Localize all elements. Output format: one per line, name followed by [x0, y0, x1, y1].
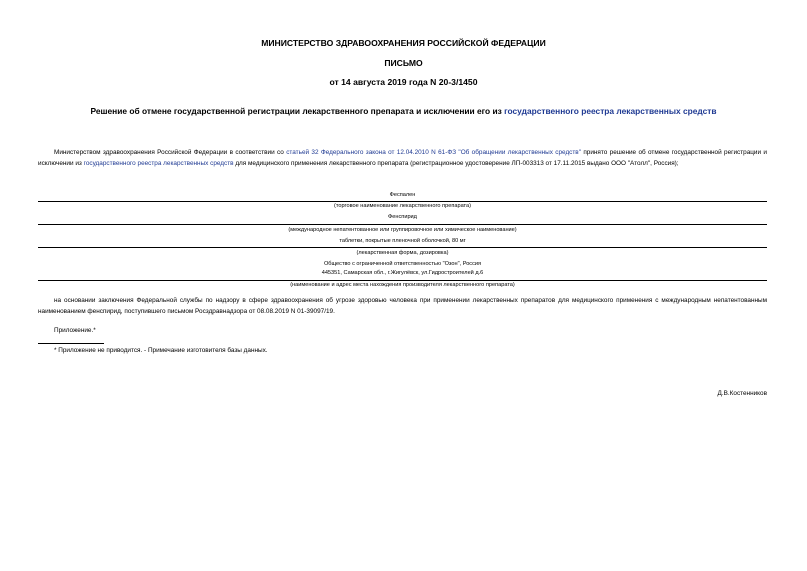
title-registry-link[interactable]: государственного реестра лекарственных средств	[504, 106, 717, 116]
intro-paragraph	[38, 147, 767, 169]
manufacturer-line-2: 445351, Самарская обл., г.Жигулёвск, ул.Гидростроителей д.6	[321, 270, 484, 276]
title-text: Решение об отмене государственной регистрации лекарственного препарата и исключении его из	[90, 106, 505, 116]
doc-type-heading: ПИСЬМО	[384, 58, 423, 68]
intro-text-1: Министерством здравоохранения Российской Федерации в соответствии со	[54, 149, 287, 156]
dosage-form-value: таблетки, покрытые пленочной оболочкой, 80 мг	[339, 238, 466, 244]
trade-name-caption: (торговое наименование лекарственного препарата)	[333, 203, 472, 209]
footnote-divider	[38, 343, 104, 344]
intro-text-2: принято решение об отмене государственной регистрации и исключении из	[38, 149, 767, 167]
trade-name-value: Феспален	[389, 192, 416, 198]
appendix-note: Приложение.*	[54, 327, 96, 334]
inn-caption: (международное непатентованное или группировочное или химическое наименование)	[288, 227, 517, 233]
inn-value: Фенспирид	[388, 214, 417, 220]
dosage-form-caption: (лекарственная форма, дозировка)	[356, 250, 449, 256]
date-number-heading: от 14 августа 2019 года N 20-3/1450	[329, 77, 478, 87]
intro-text-3: для медицинского применения лекарственного препарата (регистрационное удостоверение ЛП-003313 от 17.11.2015 выдано ООО "Атолл", Россия);	[233, 160, 679, 167]
ministry-heading: МИНИСТЕРСТВО ЗДРАВООХРАНЕНИЯ РОССИЙСКОЙ ФЕДЕРАЦИИ	[261, 38, 546, 48]
manufacturer-caption: (наименование и адрес места нахождения производителя лекарственного препарата)	[290, 282, 515, 288]
drug-details-table	[38, 191, 767, 290]
law-article-link[interactable]: статьей 32 Федерального закона от 12.04.2010 N 61-ФЗ "Об обращении лекарственных средств"	[286, 149, 581, 156]
divider	[38, 247, 767, 248]
signature: Д.В.Костенников	[717, 390, 767, 397]
footnote-text: * Приложение не приводится. - Примечание изготовителя базы данных.	[54, 347, 268, 354]
divider	[38, 224, 767, 225]
basis-paragraph: на основании заключения Федеральной службы по надзору в сфере здравоохранения об угрозе здоровью человека при применении лекарственных препаратов для медицинского применения с международным непатентованным наименованием фенспирид, поступившего письмом Росздравнадзора от 08.08.2019 N 01-39097/19.	[38, 297, 767, 315]
document-title	[30, 106, 777, 116]
manufacturer-line-1: Общество с ограниченной ответственностью "Озон", Россия	[323, 261, 482, 267]
registry-link[interactable]: государственного реестра лекарственных средств	[83, 160, 234, 167]
